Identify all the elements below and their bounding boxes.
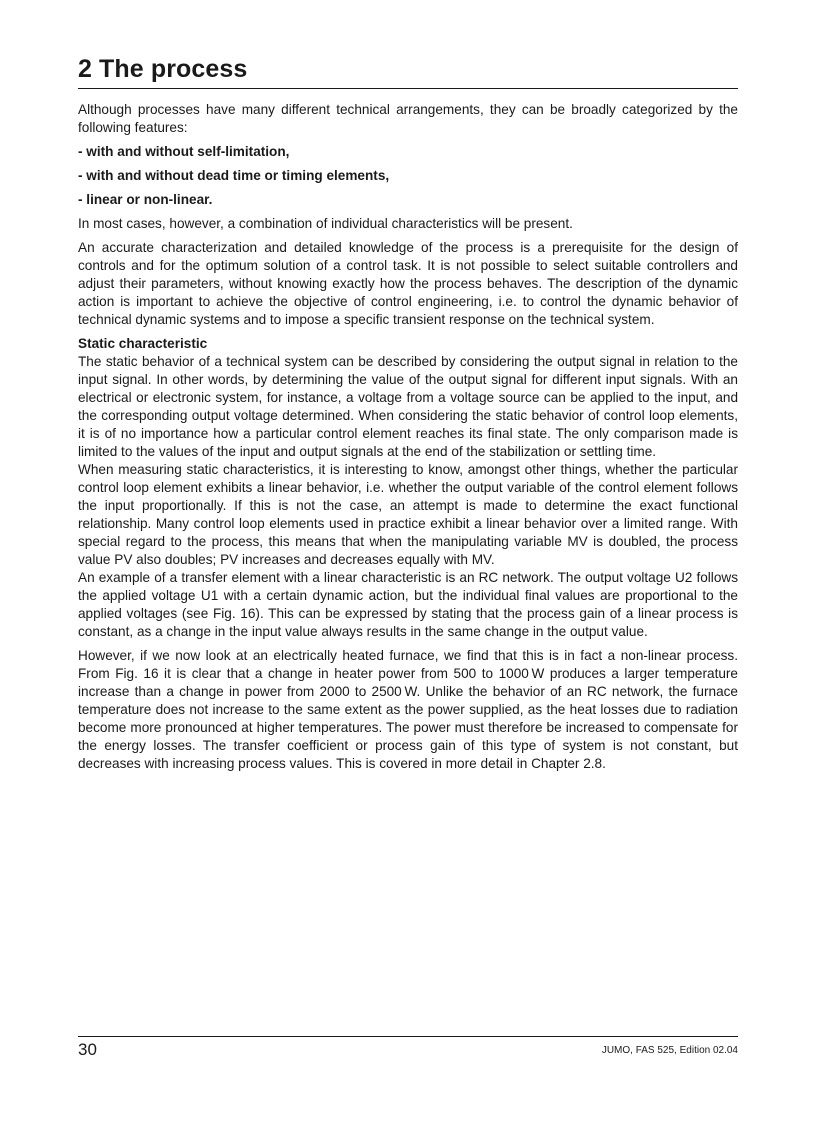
chapter-title: 2 The process [78,55,248,83]
page-number: 30 [78,1040,97,1059]
static-paragraph-2: When measuring static characteristics, it is interesting to know, amongst other things, whether the particular control loop element exhibits a linear behavior, i.e. whether the output variable of the control element follows the input proportionally. If this is not the case, an attempt is made to determine the exact functional relationship. Many control loop elements used in practice exhibit a linear behavior over a limited range. With special regard to the process, this means that when the manipulating variable MV is doubled, the process value PV also doubles; PV increases and decreases equally with MV. [78,462,738,567]
combination-paragraph: In most cases, however, a combination of individual characteristics will be present. [78,216,573,231]
intro-paragraph: Although processes have many different technical arrangements, they can be broadly categorized by the following features: [78,102,738,135]
body-text [78,101,738,773]
edition-label: JUMO, FAS 525, Edition 02.04 [601,1045,738,1056]
feature-item: - with and without dead time or timing elements, [78,168,390,183]
furnace-paragraph: However, if we now look at an electrically heated furnace, we find that this is in fact a non-linear process. From Fig. 16 it is clear that a change in heater power from 500 to 1000 W produces a larger temperature increase than a change in power from 2000 to 2500 W. Unlike the behavior of an RC network, the furnace temperature does not increase to the same extent as the power supplied, as the heat losses due to radiation become more pronounced at higher temperatures. The power must therefore be increased to compensate for the energy losses. The transfer coefficient or process gain of this type of system is not constant, but decreases with increasing process values. This is covered in more detail in Chapter 2.8. [78,648,738,771]
feature-item: - linear or non-linear. [78,192,213,207]
title-divider [78,88,738,89]
static-paragraph-3: An example of a transfer element with a linear characteristic is an RC network. The output voltage U2 follows the applied voltage U1 with a certain dynamic action, but the individual final values are proportional to the applied voltages (see Fig. 16). This can be expressed by stating that the process gain of a linear process is constant, as a change in the input value always results in the same change in the output value. [78,570,738,639]
feature-item: - with and without self-limitation, [78,144,290,159]
static-characteristic-heading: Static characteristic [78,336,208,351]
document-page [78,0,738,1123]
static-paragraph-1: The static behavior of a technical system can be described by considering the output signal in relation to the input signal. In other words, by determining the value of the output signal for different input signals. With an electrical or electronic system, for instance, a voltage from a voltage source can be applied to the input, and the corresponding output voltage determined. When considering the static behavior of control loop elements, it is of no importance how a particular control element reaches its final state. The only comparison made is limited to the values of the input and output signals at the end of the stabilization or settling time. [78,354,738,459]
characterization-paragraph: An accurate characterization and detailed knowledge of the process is a prerequisite for the design of controls and for the optimum solution of a control task. It is not possible to select suitable controllers and adjust their parameters, without knowing exactly how the process behaves. The description of the dynamic action is important to achieve the objective of control engineering, i.e. to control the dynamic behavior of technical dynamic systems and to impose a specific transient response on the technical system. [78,240,738,327]
footer-divider [78,1036,738,1037]
